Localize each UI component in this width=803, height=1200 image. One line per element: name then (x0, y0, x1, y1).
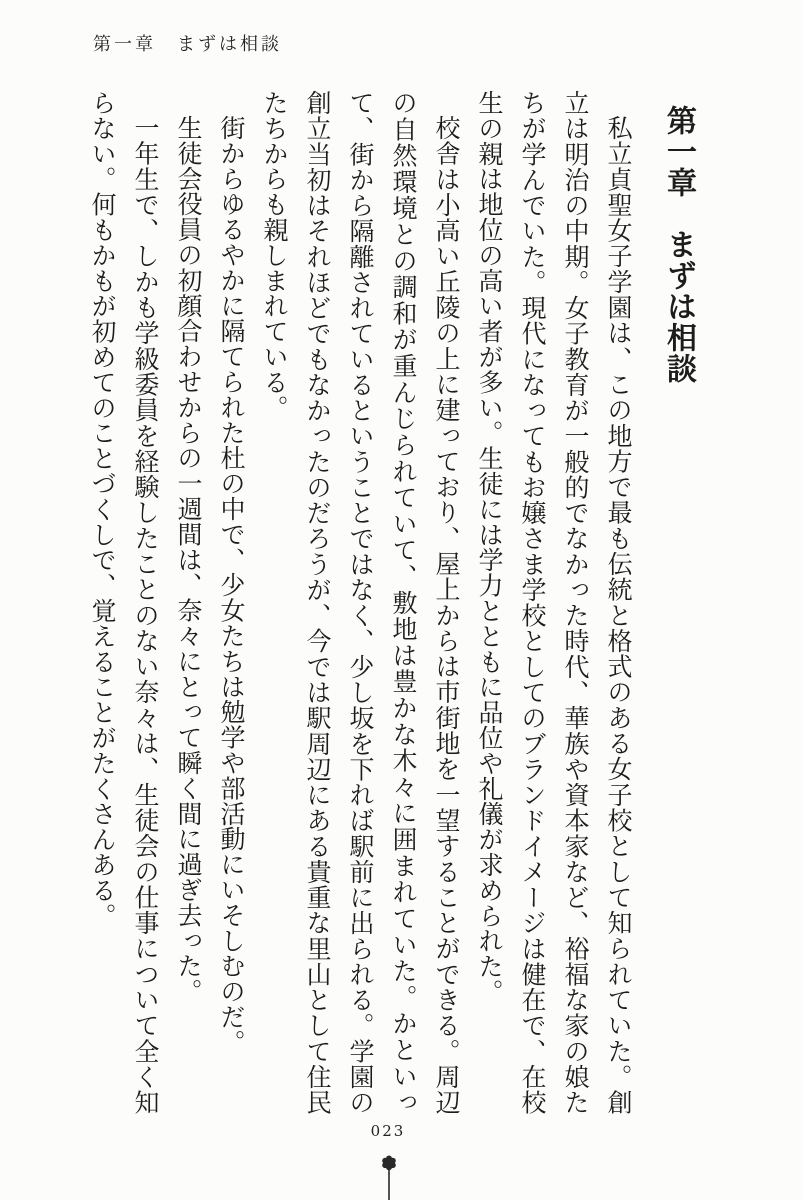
body-paragraph: 一年生で、しかも学級委員を経験したことのない奈々は、生徒会の仕事について全く知らない。何もかもが初めてのことづくしで、覚えることがたくさんある。 (88, 90, 160, 1115)
chapter-title: 第一章 まずは相談 (661, 105, 696, 384)
flower-mark-icon (380, 1153, 398, 1200)
body-paragraph: 校舎は小高い丘陵の上に建っており、屋上からは市街地を一望することができる。周辺の自然環境との調和が重んじられていて、敷地は豊かな木々に囲まれていた。かといって、街から隔離されているということではなく、少し坂を下れば駅前に出られる。学園の創立当初はそれほどでもなかったのだろうが、今では駅周辺にある貴重な里山として住民たちからも親しまれている。 (260, 90, 461, 1115)
page-number: 023 (370, 1122, 406, 1140)
running-header: 第一章 まずは相談 (93, 34, 282, 55)
text-body (81, 90, 700, 1115)
body-paragraph: 生徒会役員の初顔合わせからの一週間は、奈々にとって瞬く間に過ぎ去った。 (174, 115, 203, 1004)
body-paragraph: 街からゆるやかに隔てられた杜の中で、少女たちは勉学や部活動にいそしむのだ。 (217, 115, 246, 1055)
body-paragraph: 私立貞聖女子学園は、この地方で最も伝統と格式のある女子校として知られていた。創立は明治の中期。女子教育が一般的でなかった時代、華族や資本家など、裕福な家の娘たちが学んでいた。現代になってもお嬢さま学校としてのブランドイメージは健在で、在校生の親は地位の高い者が多い。生徒には学力とともに品位や礼儀が求められた。 (475, 90, 633, 1115)
